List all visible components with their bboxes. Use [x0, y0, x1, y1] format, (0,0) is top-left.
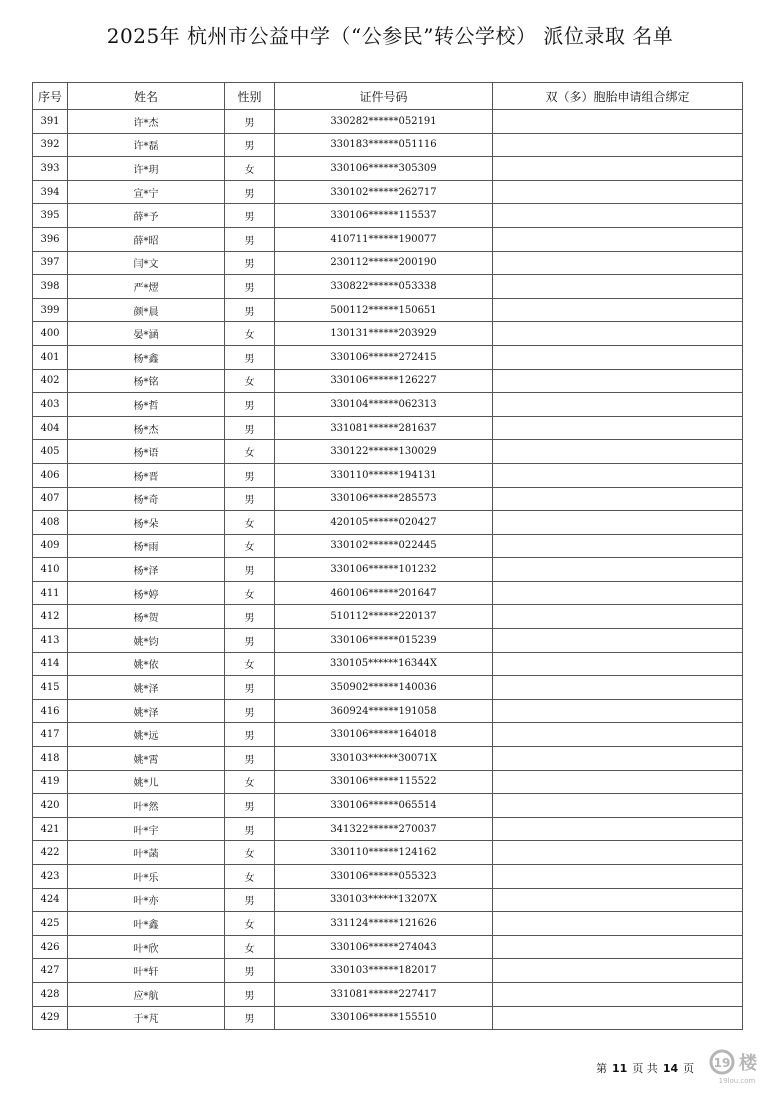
cell-gender: 男: [225, 133, 275, 157]
cell-twin-binding: [493, 629, 743, 653]
cell-name: 颜*晨: [68, 298, 225, 322]
cell-id-number: 330106******115537: [275, 204, 493, 228]
cell-id-number: 330122******130029: [275, 440, 493, 464]
footer-suffix: 页: [683, 1062, 695, 1075]
table-row: [33, 841, 743, 865]
cell-twin-binding: [493, 298, 743, 322]
header-name: 姓名: [68, 83, 225, 110]
table-row: [33, 511, 743, 535]
cell-serial: 402: [33, 369, 68, 393]
cell-name: 姚*泽: [68, 676, 225, 700]
cell-name: 杨*晋: [68, 463, 225, 487]
table-row: [33, 251, 743, 275]
cell-gender: 男: [225, 298, 275, 322]
cell-serial: 392: [33, 133, 68, 157]
table-row: [33, 110, 743, 134]
header-twin-binding: 双（多）胞胎申请组合绑定: [493, 83, 743, 110]
cell-twin-binding: [493, 558, 743, 582]
cell-id-number: 330106******101232: [275, 558, 493, 582]
cell-id-number: 330105******16344X: [275, 652, 493, 676]
cell-gender: 女: [225, 841, 275, 865]
cell-id-number: 330106******065514: [275, 794, 493, 818]
cell-gender: 男: [225, 699, 275, 723]
table-row: [33, 1006, 743, 1030]
cell-gender: 男: [225, 817, 275, 841]
cell-id-number: 331081******281637: [275, 416, 493, 440]
cell-twin-binding: [493, 440, 743, 464]
cell-id-number: 330110******194131: [275, 463, 493, 487]
cell-id-number: 350902******140036: [275, 676, 493, 700]
page-title: 2025年 杭州市公益中学（“公参民”转公学校） 派位录取 名单: [106, 24, 674, 48]
header-gender: 性别: [225, 83, 275, 110]
cell-name: 许*玥: [68, 157, 225, 181]
page-footer: [596, 1060, 694, 1076]
cell-gender: 女: [225, 440, 275, 464]
cell-gender: 女: [225, 865, 275, 889]
table-row: [33, 133, 743, 157]
svg-text:19: 19: [713, 1056, 731, 1070]
cell-twin-binding: [493, 817, 743, 841]
table-row: [33, 699, 743, 723]
cell-name: 姚*依: [68, 652, 225, 676]
cell-gender: 女: [225, 770, 275, 794]
cell-name: 严*熤: [68, 275, 225, 299]
cell-twin-binding: [493, 487, 743, 511]
cell-serial: 412: [33, 605, 68, 629]
cell-serial: 394: [33, 180, 68, 204]
table-row: [33, 912, 743, 936]
cell-gender: 男: [225, 110, 275, 134]
cell-id-number: 330183******051116: [275, 133, 493, 157]
table-row: [33, 322, 743, 346]
cell-id-number: 330103******182017: [275, 959, 493, 983]
cell-name: 杨*婷: [68, 581, 225, 605]
cell-id-number: 330103******30071X: [275, 747, 493, 771]
cell-twin-binding: [493, 511, 743, 535]
table-row: [33, 393, 743, 417]
cell-id-number: 330106******115522: [275, 770, 493, 794]
cell-serial: 404: [33, 416, 68, 440]
cell-name: 杨*雨: [68, 534, 225, 558]
table-row: [33, 416, 743, 440]
cell-name: 姚*霄: [68, 747, 225, 771]
cell-gender: 男: [225, 463, 275, 487]
cell-gender: 男: [225, 794, 275, 818]
cell-twin-binding: [493, 180, 743, 204]
cell-serial: 424: [33, 888, 68, 912]
table-row: [33, 534, 743, 558]
cell-name: 杨*奇: [68, 487, 225, 511]
table-row: [33, 935, 743, 959]
table-row: [33, 888, 743, 912]
table-row: [33, 723, 743, 747]
cell-twin-binding: [493, 865, 743, 889]
cell-twin-binding: [493, 534, 743, 558]
cell-serial: 406: [33, 463, 68, 487]
cell-serial: 421: [33, 817, 68, 841]
cell-twin-binding: [493, 982, 743, 1006]
table-header-row: [33, 83, 743, 110]
cell-id-number: 130131******203929: [275, 322, 493, 346]
cell-twin-binding: [493, 747, 743, 771]
cell-name: 于*芃: [68, 1006, 225, 1030]
cell-serial: 410: [33, 558, 68, 582]
cell-id-number: 460106******201647: [275, 581, 493, 605]
cell-twin-binding: [493, 581, 743, 605]
cell-id-number: 330106******274043: [275, 935, 493, 959]
table-row: [33, 369, 743, 393]
cell-serial: 415: [33, 676, 68, 700]
cell-gender: 男: [225, 1006, 275, 1030]
cell-serial: 425: [33, 912, 68, 936]
cell-twin-binding: [493, 841, 743, 865]
cell-name: 许*杰: [68, 110, 225, 134]
cell-gender: 男: [225, 558, 275, 582]
cell-id-number: 330102******022445: [275, 534, 493, 558]
table-row: [33, 275, 743, 299]
cell-serial: 408: [33, 511, 68, 535]
table-row: [33, 865, 743, 889]
cell-id-number: 330106******272415: [275, 345, 493, 369]
cell-gender: 女: [225, 157, 275, 181]
cell-gender: 男: [225, 676, 275, 700]
cell-id-number: 330106******126227: [275, 369, 493, 393]
table-row: [33, 747, 743, 771]
cell-serial: 411: [33, 581, 68, 605]
cell-serial: 417: [33, 723, 68, 747]
cell-gender: 男: [225, 487, 275, 511]
header-id-number: 证件号码: [275, 83, 493, 110]
cell-name: 应*航: [68, 982, 225, 1006]
cell-gender: 男: [225, 180, 275, 204]
cell-name: 叶*鑫: [68, 912, 225, 936]
table-row: [33, 345, 743, 369]
cell-twin-binding: [493, 251, 743, 275]
cell-gender: 男: [225, 393, 275, 417]
cell-gender: 女: [225, 511, 275, 535]
cell-gender: 男: [225, 888, 275, 912]
cell-name: 许*磊: [68, 133, 225, 157]
cell-twin-binding: [493, 794, 743, 818]
table-row: [33, 817, 743, 841]
cell-twin-binding: [493, 888, 743, 912]
table-row: [33, 959, 743, 983]
cell-gender: 男: [225, 982, 275, 1006]
cell-twin-binding: [493, 416, 743, 440]
table-row: [33, 605, 743, 629]
cell-twin-binding: [493, 605, 743, 629]
table-row: [33, 487, 743, 511]
cell-id-number: 360924******191058: [275, 699, 493, 723]
cell-twin-binding: [493, 935, 743, 959]
cell-gender: 男: [225, 959, 275, 983]
cell-name: 叶*欣: [68, 935, 225, 959]
cell-name: 叶*轩: [68, 959, 225, 983]
cell-twin-binding: [493, 345, 743, 369]
cell-twin-binding: [493, 393, 743, 417]
cell-name: 姚*儿: [68, 770, 225, 794]
cell-id-number: 330822******053338: [275, 275, 493, 299]
cell-serial: 413: [33, 629, 68, 653]
cell-gender: 女: [225, 369, 275, 393]
cell-serial: 429: [33, 1006, 68, 1030]
cell-serial: 420: [33, 794, 68, 818]
table-row: [33, 227, 743, 251]
cell-twin-binding: [493, 912, 743, 936]
cell-serial: 414: [33, 652, 68, 676]
cell-twin-binding: [493, 369, 743, 393]
cell-serial: 419: [33, 770, 68, 794]
cell-name: 杨*铭: [68, 369, 225, 393]
table-row: [33, 794, 743, 818]
cell-twin-binding: [493, 157, 743, 181]
cell-gender: 男: [225, 747, 275, 771]
table-row: [33, 298, 743, 322]
watermark-logo-icon: [708, 1046, 766, 1086]
cell-id-number: 330106******305309: [275, 157, 493, 181]
cell-twin-binding: [493, 1006, 743, 1030]
cell-serial: 422: [33, 841, 68, 865]
cell-serial: 395: [33, 204, 68, 228]
cell-gender: 女: [225, 935, 275, 959]
cell-serial: 427: [33, 959, 68, 983]
table-row: [33, 982, 743, 1006]
cell-id-number: 330106******155510: [275, 1006, 493, 1030]
cell-name: 杨*哲: [68, 393, 225, 417]
table-row: [33, 157, 743, 181]
cell-twin-binding: [493, 723, 743, 747]
cell-name: 姚*远: [68, 723, 225, 747]
cell-id-number: 341322******270037: [275, 817, 493, 841]
cell-serial: 397: [33, 251, 68, 275]
cell-id-number: 500112******150651: [275, 298, 493, 322]
cell-gender: 男: [225, 416, 275, 440]
cell-serial: 399: [33, 298, 68, 322]
cell-id-number: 331124******121626: [275, 912, 493, 936]
table-row: [33, 204, 743, 228]
cell-twin-binding: [493, 959, 743, 983]
cell-twin-binding: [493, 676, 743, 700]
cell-name: 叶*亦: [68, 888, 225, 912]
cell-twin-binding: [493, 699, 743, 723]
cell-name: 姚*泽: [68, 699, 225, 723]
cell-id-number: 330103******13207X: [275, 888, 493, 912]
cell-name: 杨*朵: [68, 511, 225, 535]
cell-gender: 女: [225, 912, 275, 936]
cell-gender: 男: [225, 629, 275, 653]
cell-serial: 400: [33, 322, 68, 346]
cell-name: 杨*语: [68, 440, 225, 464]
footer-prefix: 第: [596, 1062, 607, 1075]
cell-id-number: 330106******015239: [275, 629, 493, 653]
table-row: [33, 770, 743, 794]
cell-twin-binding: [493, 110, 743, 134]
cell-id-number: 330106******285573: [275, 487, 493, 511]
cell-serial: 405: [33, 440, 68, 464]
cell-name: 闫*文: [68, 251, 225, 275]
cell-id-number: 330110******124162: [275, 841, 493, 865]
total-pages-number: 14: [662, 1062, 679, 1075]
cell-gender: 女: [225, 322, 275, 346]
table-row: [33, 652, 743, 676]
cell-gender: 男: [225, 251, 275, 275]
cell-name: 叶*然: [68, 794, 225, 818]
cell-name: 杨*贺: [68, 605, 225, 629]
cell-id-number: 330106******055323: [275, 865, 493, 889]
cell-serial: 407: [33, 487, 68, 511]
cell-name: 薛*予: [68, 204, 225, 228]
cell-gender: 男: [225, 275, 275, 299]
table-row: [33, 463, 743, 487]
cell-gender: 男: [225, 227, 275, 251]
cell-id-number: 510112******220137: [275, 605, 493, 629]
cell-twin-binding: [493, 133, 743, 157]
cell-gender: 女: [225, 534, 275, 558]
cell-id-number: 330102******262717: [275, 180, 493, 204]
admission-table: [32, 82, 743, 1030]
cell-name: 晏*涵: [68, 322, 225, 346]
table-body: [33, 110, 743, 1030]
cell-id-number: 410711******190077: [275, 227, 493, 251]
cell-name: 叶*菡: [68, 841, 225, 865]
header-serial: 序号: [33, 83, 68, 110]
current-page-number: 11: [612, 1062, 628, 1075]
table-row: [33, 440, 743, 464]
cell-serial: 409: [33, 534, 68, 558]
cell-serial: 426: [33, 935, 68, 959]
cell-serial: 403: [33, 393, 68, 417]
cell-name: 宣*宁: [68, 180, 225, 204]
cell-gender: 女: [225, 652, 275, 676]
cell-name: 杨*鑫: [68, 345, 225, 369]
svg-text:楼: 楼: [739, 1053, 757, 1074]
cell-twin-binding: [493, 770, 743, 794]
cell-twin-binding: [493, 322, 743, 346]
cell-twin-binding: [493, 463, 743, 487]
table-row: [33, 581, 743, 605]
cell-serial: 398: [33, 275, 68, 299]
cell-id-number: 420105******020427: [275, 511, 493, 535]
cell-gender: 男: [225, 723, 275, 747]
footer-middle: 页 共: [632, 1062, 658, 1075]
cell-name: 杨*泽: [68, 558, 225, 582]
cell-twin-binding: [493, 652, 743, 676]
cell-name: 姚*钧: [68, 629, 225, 653]
cell-twin-binding: [493, 204, 743, 228]
svg-text:19lou.com: 19lou.com: [718, 1077, 756, 1085]
table-row: [33, 558, 743, 582]
cell-id-number: 330106******164018: [275, 723, 493, 747]
cell-serial: 428: [33, 982, 68, 1006]
cell-name: 叶*乐: [68, 865, 225, 889]
cell-serial: 423: [33, 865, 68, 889]
cell-gender: 男: [225, 345, 275, 369]
cell-name: 薛*昭: [68, 227, 225, 251]
table-row: [33, 180, 743, 204]
cell-name: 杨*杰: [68, 416, 225, 440]
cell-serial: 391: [33, 110, 68, 134]
cell-serial: 418: [33, 747, 68, 771]
table-row: [33, 629, 743, 653]
cell-serial: 401: [33, 345, 68, 369]
cell-id-number: 330104******062313: [275, 393, 493, 417]
cell-serial: 396: [33, 227, 68, 251]
cell-gender: 男: [225, 204, 275, 228]
cell-id-number: 331081******227417: [275, 982, 493, 1006]
cell-gender: 男: [225, 605, 275, 629]
cell-name: 叶*宇: [68, 817, 225, 841]
table-row: [33, 676, 743, 700]
cell-twin-binding: [493, 227, 743, 251]
cell-serial: 416: [33, 699, 68, 723]
cell-id-number: 230112******200190: [275, 251, 493, 275]
cell-gender: 女: [225, 581, 275, 605]
cell-serial: 393: [33, 157, 68, 181]
cell-twin-binding: [493, 275, 743, 299]
cell-id-number: 330282******052191: [275, 110, 493, 134]
